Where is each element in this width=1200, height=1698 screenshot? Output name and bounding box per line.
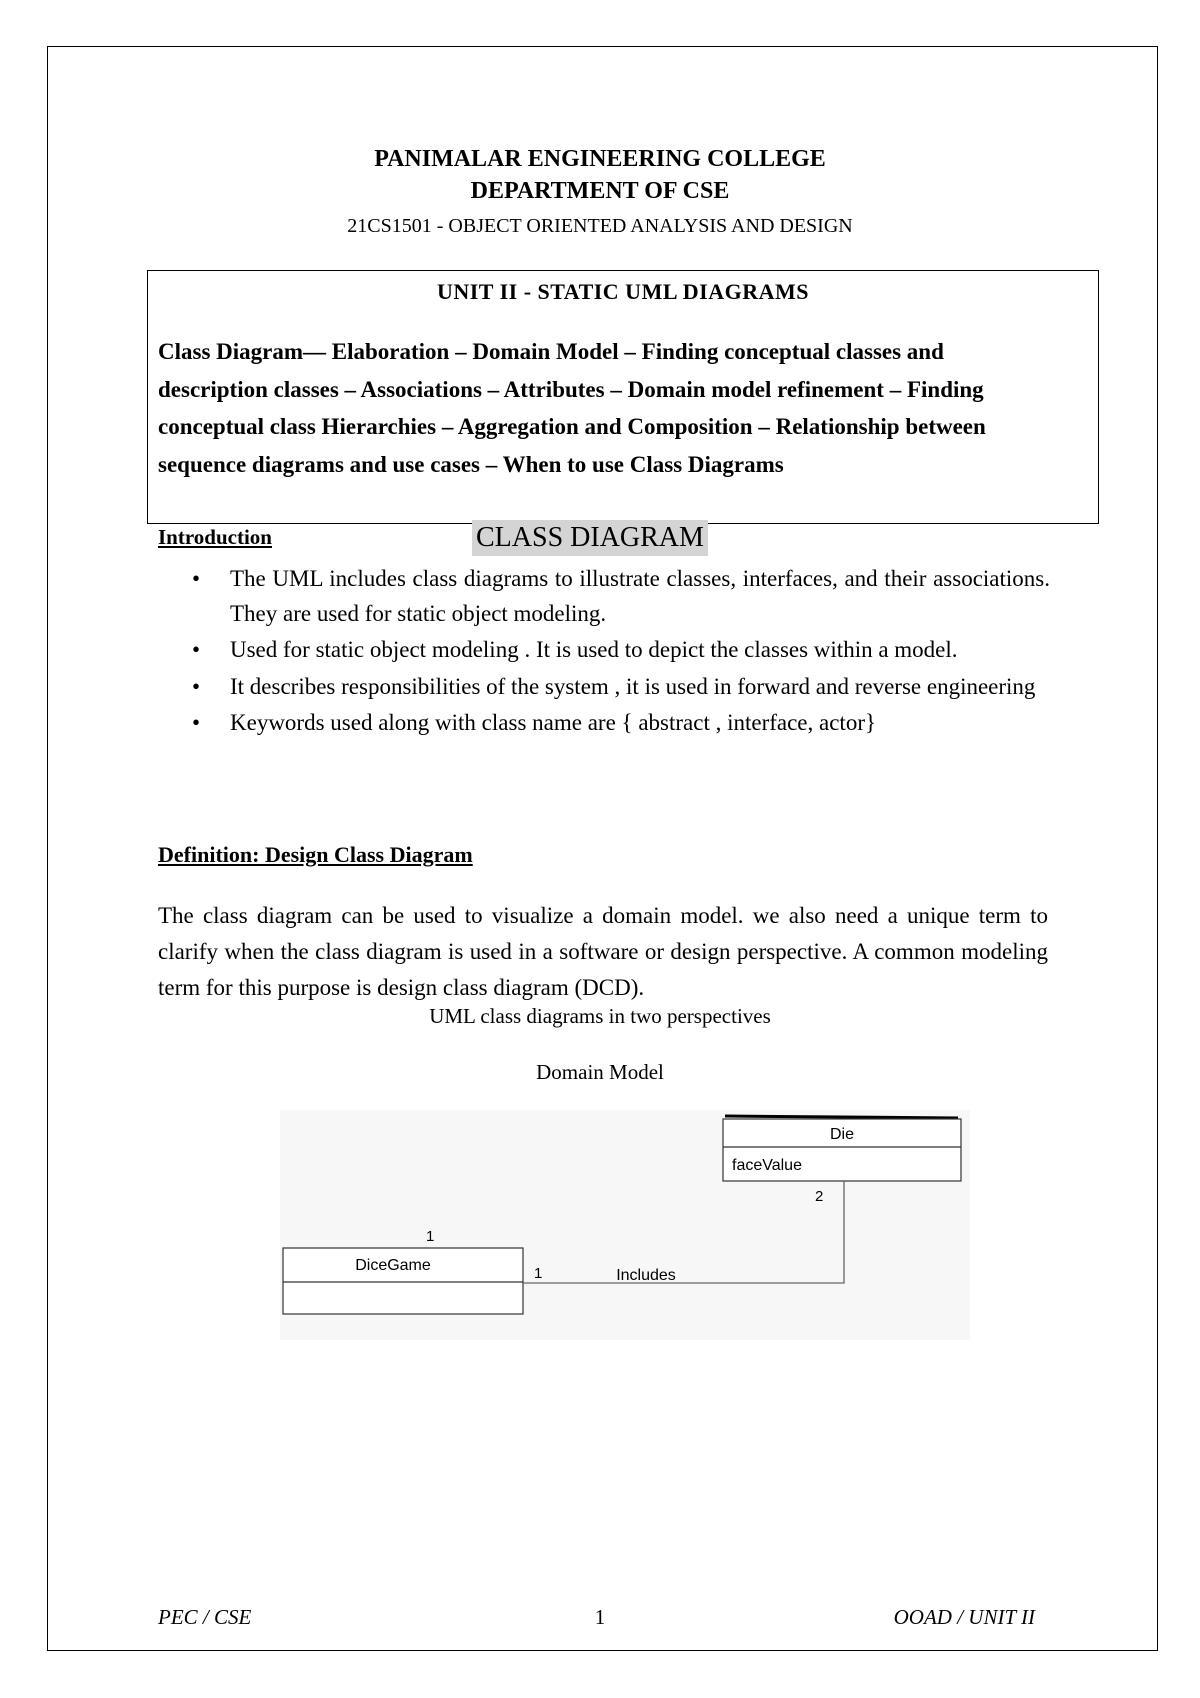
bullet-text: Keywords used along with class name are { abstract , interface, actor} [230, 710, 877, 735]
list-item [180, 670, 1050, 705]
course-title: 21CS1501 - OBJECT ORIENTED ANALYSIS AND DESIGN [347, 215, 853, 237]
college-name: PANIMALAR ENGINEERING COLLEGE [374, 146, 826, 172]
bullet-icon: • [192, 710, 201, 735]
intro-bullet-list [180, 562, 1050, 743]
dicegame-class-name: DiceGame [355, 1257, 431, 1274]
multiplicity-dicegame: 1 [534, 1265, 543, 1282]
bullet-icon: • [192, 637, 201, 662]
page-number: 1 [594, 1605, 606, 1629]
multiplicity-top: 1 [426, 1228, 435, 1245]
list-item [180, 706, 1050, 741]
introduction-heading: Introduction [158, 525, 272, 549]
bullet-icon: • [192, 673, 201, 699]
definition-heading: Definition: Design Class Diagram [158, 842, 473, 867]
bullet-text: The UML includes class diagrams to illustrate classes, interfaces, and their associations. They are used for static object modeling. [230, 566, 1050, 626]
bullet-icon: • [192, 566, 201, 591]
class-diagram-heading: CLASS DIAGRAM [472, 520, 708, 556]
footer-right: OOAD / UNIT II [893, 1605, 1035, 1629]
die-class-name: Die [829, 1126, 855, 1143]
department-name: DEPARTMENT OF CSE [470, 178, 730, 204]
unit-title: UNIT II - STATIC UML DIAGRAMS [436, 279, 810, 304]
multiplicity-die: 2 [815, 1188, 824, 1205]
die-top-border [725, 1116, 958, 1118]
class-dicegame [283, 1248, 523, 1314]
domain-model-diagram [280, 1110, 970, 1340]
unit-syllabus-box [147, 270, 1099, 524]
footer-left: PEC / CSE [158, 1605, 252, 1629]
bullet-text: It describes responsibilities of the system , it is used in forward and reverse engineering [230, 673, 1036, 699]
perspectives-caption: UML class diagrams in two perspectives [429, 1004, 771, 1028]
association-label: Includes [616, 1267, 676, 1284]
domain-model-label: Domain Model [536, 1060, 664, 1084]
unit-topics: Class Diagram— Elaboration – Domain Model – Finding conceptual classes and description classes – Associations – Attributes – Domain model refinement – Finding conceptual class Hierarchies – Aggregation and Composition – Relationship between sequence diagrams and use cases – When to use Class Diagrams [158, 339, 986, 477]
bullet-text: Used for static object modeling . It is used to depict the classes within a model. [230, 637, 958, 662]
definition-text: The class diagram can be used to visualize a domain model. we also need a unique term to clarify when the class diagram is used in a software or design perspective. A common modeling term for this purpose is design class diagram (DCD). [158, 903, 1048, 1000]
die-attribute: faceValue [732, 1157, 802, 1174]
list-item [180, 633, 1050, 668]
list-item [180, 562, 1050, 631]
